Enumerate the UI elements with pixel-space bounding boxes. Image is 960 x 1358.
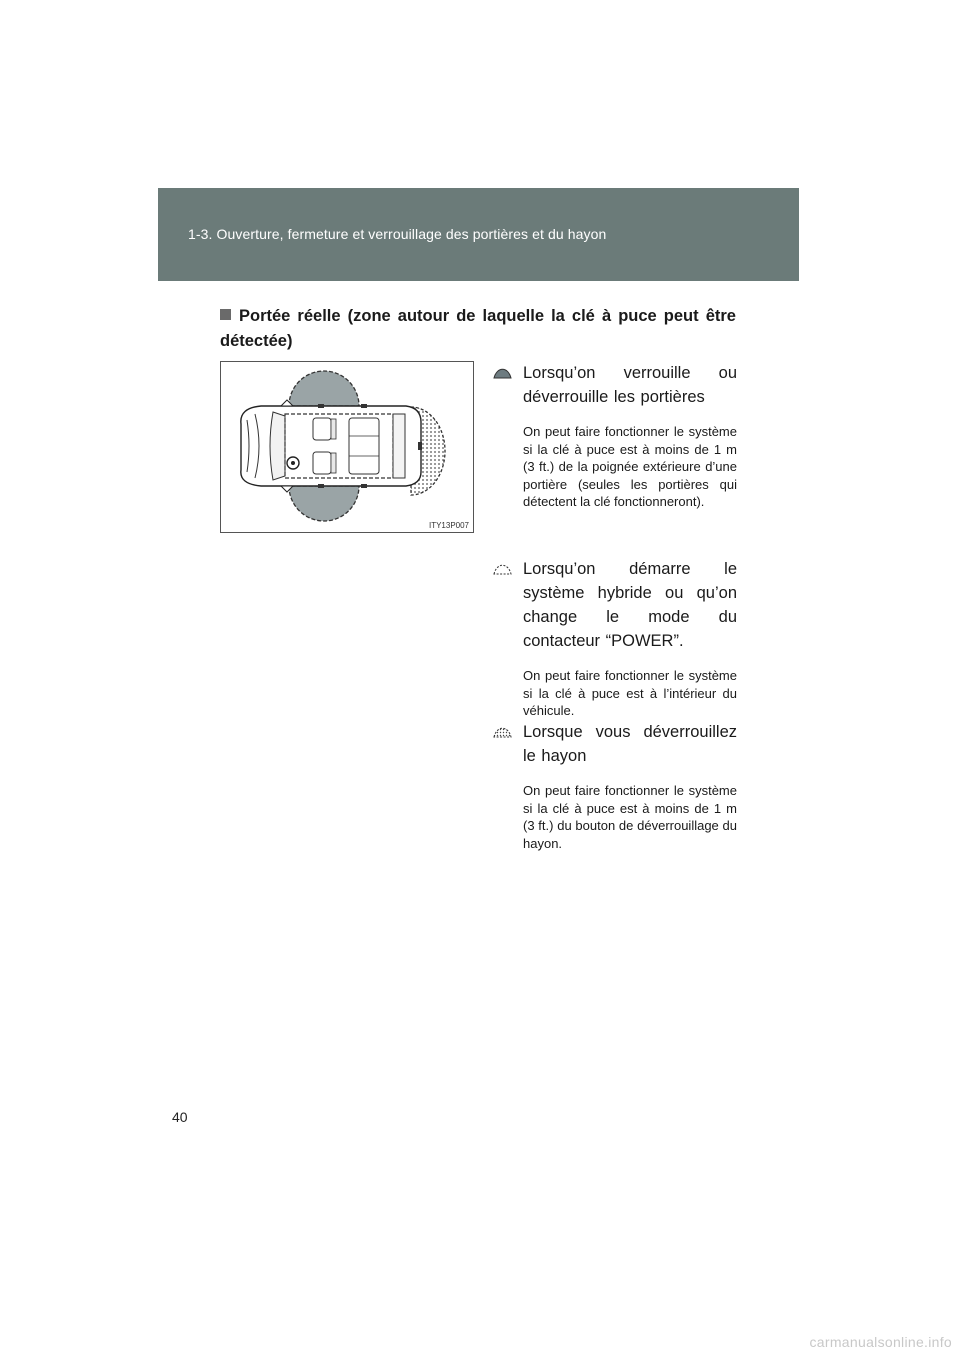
figure-code: ITY13P007: [428, 521, 469, 530]
legend-description: On peut faire fonctionner le système si la clé à puce est à moins de 1 m (3 ft.) de la poignée extérieure d’une portière (seules les portières qui détectent la clé fonctionneront).: [523, 424, 737, 509]
interior-zone-icon: [493, 559, 512, 575]
page-number: 40: [172, 1109, 188, 1125]
legend-item-hatch-unlock: [493, 720, 737, 852]
upper-door-zone: [289, 371, 359, 406]
section-heading: [220, 304, 736, 354]
lower-door-zone: [289, 486, 359, 521]
heading-text: Portée réelle (zone autour de laquelle la clé à puce peut être détectée): [220, 307, 736, 350]
legend-item-power-start: [493, 557, 737, 720]
square-bullet-icon: [220, 309, 231, 320]
legend-description: On peut faire fonctionner le système si la clé à puce est à moins de 1 m (3 ft.) du bouton de déverrouillage du hayon.: [523, 783, 737, 851]
section-title: 1-3. Ouverture, fermeture et verrouillage des portières et du hayon: [188, 226, 607, 242]
car-detection-figure: [220, 361, 474, 533]
legend-title: Lorsqu’on démarre le système hybride ou qu’on change le mode du contacteur “POWER”.: [523, 560, 737, 650]
legend-title: Lorsque vous déverrouillez le hayon: [523, 723, 737, 765]
solid-zone-icon: [493, 363, 512, 379]
legend-description: On peut faire fonctionner le système si la clé à puce est à l’intérieur du véhicule.: [523, 668, 737, 718]
legend-item-door-lock: [493, 361, 737, 511]
dotted-zone-icon: [493, 722, 512, 738]
car-top-view-diagram: [221, 362, 473, 532]
header-band: [158, 188, 799, 281]
legend-title: Lorsqu’on verrouille ou déverrouille les portières: [523, 364, 737, 406]
watermark: carmanualsonline.info: [809, 1334, 952, 1350]
